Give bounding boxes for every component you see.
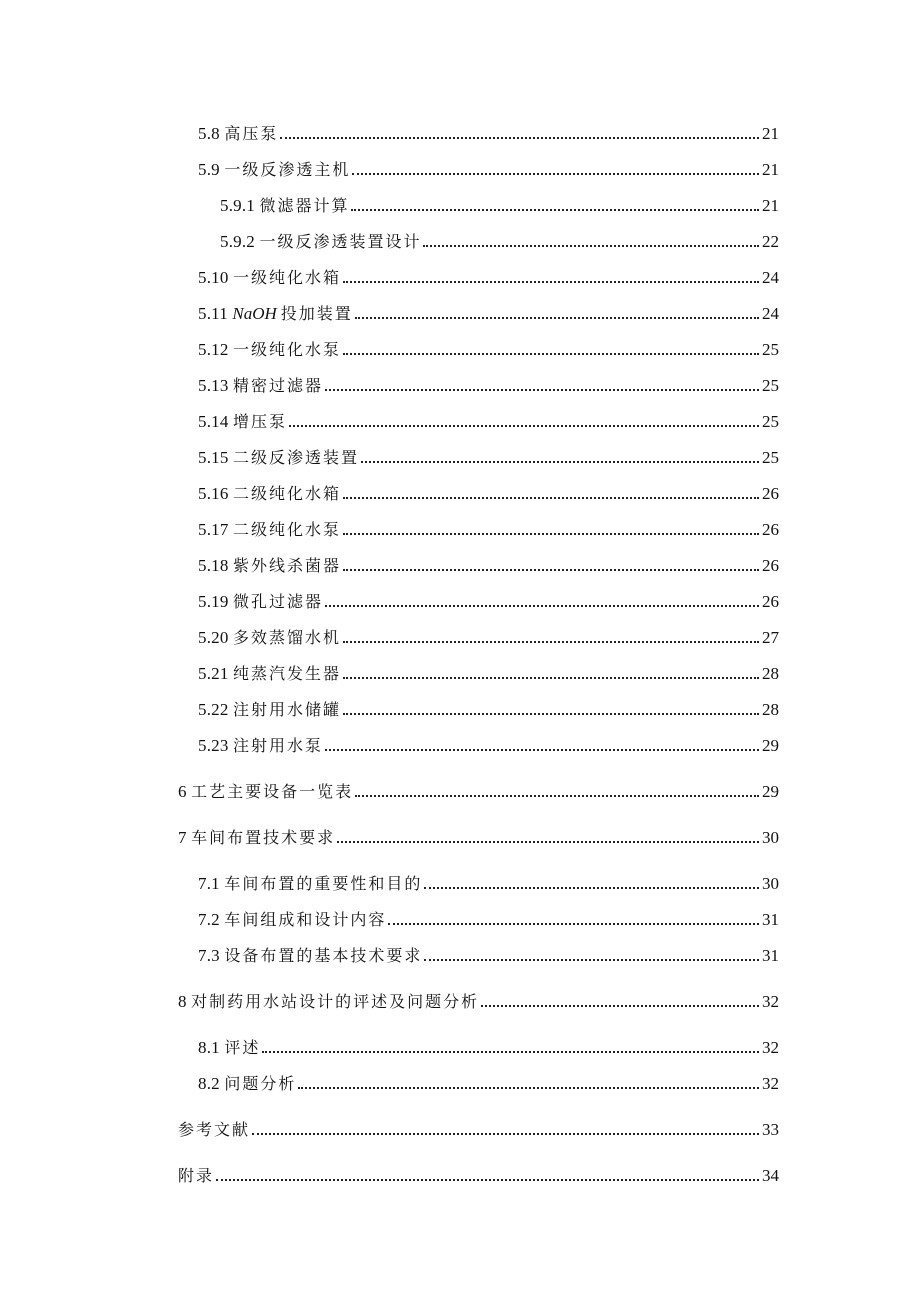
toc-entry-number: 5.11 xyxy=(198,304,233,323)
toc-leader-dots xyxy=(343,677,759,679)
toc-entry-page: 30 xyxy=(762,874,779,893)
toc-entry[interactable] xyxy=(198,1032,779,1056)
toc-entry-title: 工艺主要设备一览表 xyxy=(191,782,354,801)
toc-entry-page: 34 xyxy=(762,1166,779,1185)
toc-entry-title: 车间布置技术要求 xyxy=(191,828,336,847)
toc-entry-page: 28 xyxy=(762,664,779,683)
toc-entry-page: 31 xyxy=(762,910,779,929)
toc-leader-dots xyxy=(355,317,759,319)
toc-entry-title: 微孔过滤器 xyxy=(233,592,324,611)
toc-entry[interactable] xyxy=(220,226,779,250)
toc-entry[interactable] xyxy=(198,478,779,502)
toc-entry-page: 32 xyxy=(762,1038,779,1057)
toc-entry[interactable] xyxy=(178,822,779,846)
toc-leader-dots xyxy=(355,795,759,797)
toc-entry-title: 一级反渗透装置设计 xyxy=(259,232,422,251)
toc-entry-page: 32 xyxy=(762,1074,779,1093)
toc-entry-page: 31 xyxy=(762,946,779,965)
toc-leader-dots xyxy=(424,887,759,889)
toc-entry-title: 对制药用水站设计的评述及问题分析 xyxy=(191,992,480,1011)
toc-entry-page: 22 xyxy=(762,232,779,251)
toc-entry[interactable] xyxy=(198,262,779,286)
toc-entry-page: 26 xyxy=(762,520,779,539)
toc-leader-dots xyxy=(352,173,759,175)
toc-entry[interactable] xyxy=(178,776,779,800)
toc-entry-title: 设备布置的基本技术要求 xyxy=(224,946,423,965)
toc-entry-number: 5.9.2 xyxy=(220,232,260,251)
toc-leader-dots xyxy=(343,641,759,643)
toc-entry-title: 一级反渗透主机 xyxy=(224,160,351,179)
toc-entry-number: 5.12 xyxy=(198,340,233,359)
toc-entry-title xyxy=(232,305,352,322)
toc-leader-dots xyxy=(343,353,759,355)
toc-leader-dots xyxy=(388,923,759,925)
toc-entry-page: 27 xyxy=(762,628,779,647)
toc-entry-number: 5.19 xyxy=(198,592,233,611)
toc-entry-number: 5.20 xyxy=(198,628,233,647)
toc-entry-page: 29 xyxy=(762,782,779,801)
toc-entry[interactable] xyxy=(198,694,779,718)
toc-entry[interactable] xyxy=(198,658,779,682)
toc-entry-title: 车间组成和设计内容 xyxy=(224,910,387,929)
toc-entry-number: 5.13 xyxy=(198,376,233,395)
toc-entry-title: 一级纯化水箱 xyxy=(233,268,342,287)
toc-entry-title: 增压泵 xyxy=(233,412,288,431)
toc-entry[interactable] xyxy=(178,1114,779,1138)
toc-entry-page: 32 xyxy=(762,992,779,1011)
toc-entry-title: 附录 xyxy=(178,1166,215,1185)
toc-entry-number: 5.17 xyxy=(198,520,233,539)
toc-entry-number: 5.10 xyxy=(198,268,233,287)
toc-entry[interactable] xyxy=(198,334,779,358)
toc-entry-page: 21 xyxy=(762,196,779,215)
toc-leader-dots xyxy=(337,841,759,843)
toc-entry-number: 5.18 xyxy=(198,556,233,575)
toc-entry[interactable] xyxy=(178,1160,779,1184)
toc-entry-title: 多效蒸馏水机 xyxy=(233,628,342,647)
toc-leader-dots xyxy=(289,425,759,427)
toc-entry[interactable] xyxy=(178,986,779,1010)
toc-entry-number: 5.15 xyxy=(198,448,233,467)
toc-entry-page: 25 xyxy=(762,376,779,395)
toc-entry-number: 5.23 xyxy=(198,736,233,755)
toc-entry-number: 5.14 xyxy=(198,412,233,431)
toc-entry-number: 7 xyxy=(178,828,192,847)
toc-leader-dots xyxy=(252,1133,759,1135)
toc-entry-page: 33 xyxy=(762,1120,779,1139)
toc-entry[interactable] xyxy=(198,1068,779,1092)
toc-leader-dots xyxy=(343,713,759,715)
toc-entry[interactable] xyxy=(198,730,779,754)
toc-leader-dots xyxy=(325,605,759,607)
toc-entry[interactable] xyxy=(198,406,779,430)
toc-entry-number: 5.8 xyxy=(198,124,225,143)
toc-leader-dots xyxy=(481,1005,759,1007)
toc-leader-dots xyxy=(325,749,759,751)
toc-entry-page: 25 xyxy=(762,412,779,431)
toc-entry-title-text: 投加装置 xyxy=(280,304,353,323)
toc-entry[interactable] xyxy=(198,550,779,574)
toc-entry-page: 21 xyxy=(762,124,779,143)
toc-entry[interactable] xyxy=(198,940,779,964)
toc-leader-dots xyxy=(423,245,759,247)
toc-entry-number: 5.21 xyxy=(198,664,233,683)
toc-entry-title: 评述 xyxy=(224,1038,261,1057)
toc-entry-number: 5.9 xyxy=(198,160,225,179)
toc-entry-number: 8 xyxy=(178,992,192,1011)
toc-entry-number: 6 xyxy=(178,782,192,801)
toc-entry-page: 25 xyxy=(762,448,779,467)
toc-leader-dots xyxy=(298,1087,759,1089)
toc-entry-title: 一级纯化水泵 xyxy=(233,340,342,359)
toc-entry-page: 26 xyxy=(762,484,779,503)
toc-entry-number: 7.1 xyxy=(198,874,225,893)
toc-entry-title: 精密过滤器 xyxy=(233,376,324,395)
toc-entry-page: 26 xyxy=(762,556,779,575)
toc-entry-title: 二级纯化水泵 xyxy=(233,520,342,539)
toc-entry-title-formula: NaOH xyxy=(232,304,277,323)
toc-entry[interactable] xyxy=(198,442,779,466)
toc-entry[interactable] xyxy=(198,904,779,928)
toc-entry[interactable] xyxy=(198,586,779,610)
toc-entry-title: 微滤器计算 xyxy=(259,196,350,215)
toc-entry-page: 28 xyxy=(762,700,779,719)
toc-entry-title: 高压泵 xyxy=(224,124,279,143)
toc-entry-title: 问题分析 xyxy=(224,1074,297,1093)
toc-entry[interactable] xyxy=(198,118,779,142)
toc-entry[interactable] xyxy=(198,154,779,178)
toc-leader-dots xyxy=(424,959,759,961)
toc-entry-title: 注射用水泵 xyxy=(233,736,324,755)
toc-leader-dots xyxy=(343,533,759,535)
toc-entry[interactable] xyxy=(198,298,779,322)
toc-entry-title: 注射用水储罐 xyxy=(233,700,342,719)
toc-leader-dots xyxy=(325,389,759,391)
toc-entry[interactable] xyxy=(198,622,779,646)
toc-entry-page: 24 xyxy=(762,268,779,287)
toc-entry-title: 纯蒸汽发生器 xyxy=(233,664,342,683)
toc-leader-dots xyxy=(280,137,759,139)
toc-entry[interactable] xyxy=(198,514,779,538)
toc-entry-number: 5.16 xyxy=(198,484,233,503)
toc-entry[interactable] xyxy=(198,868,779,892)
toc-entry-number: 7.3 xyxy=(198,946,225,965)
toc-entry-number: 8.1 xyxy=(198,1038,225,1057)
toc-entry-number: 5.9.1 xyxy=(220,196,260,215)
toc-leader-dots xyxy=(361,461,759,463)
toc-entry[interactable] xyxy=(198,370,779,394)
toc-entry-number: 7.2 xyxy=(198,910,225,929)
toc-entry-title: 二级纯化水箱 xyxy=(233,484,342,503)
toc-entry-page: 21 xyxy=(762,160,779,179)
toc-entry-page: 25 xyxy=(762,340,779,359)
toc-leader-dots xyxy=(343,497,759,499)
toc-leader-dots xyxy=(343,569,759,571)
toc-entry-title: 车间布置的重要性和目的 xyxy=(224,874,423,893)
toc-leader-dots xyxy=(351,209,759,211)
toc-entry-title: 参考文献 xyxy=(178,1120,251,1139)
toc-entry[interactable] xyxy=(220,190,779,214)
toc-leader-dots xyxy=(343,281,759,283)
toc-entry-title: 紫外线杀菌器 xyxy=(233,556,342,575)
toc-entry-page: 24 xyxy=(762,304,779,323)
toc-entry-number: 8.2 xyxy=(198,1074,225,1093)
toc-entry-page: 30 xyxy=(762,828,779,847)
toc-leader-dots xyxy=(216,1179,759,1181)
toc-entry-number: 5.22 xyxy=(198,700,233,719)
toc-entry-page: 26 xyxy=(762,592,779,611)
toc-entry-title: 二级反渗透装置 xyxy=(233,448,360,467)
toc-entry-page: 29 xyxy=(762,736,779,755)
toc-leader-dots xyxy=(262,1051,759,1053)
